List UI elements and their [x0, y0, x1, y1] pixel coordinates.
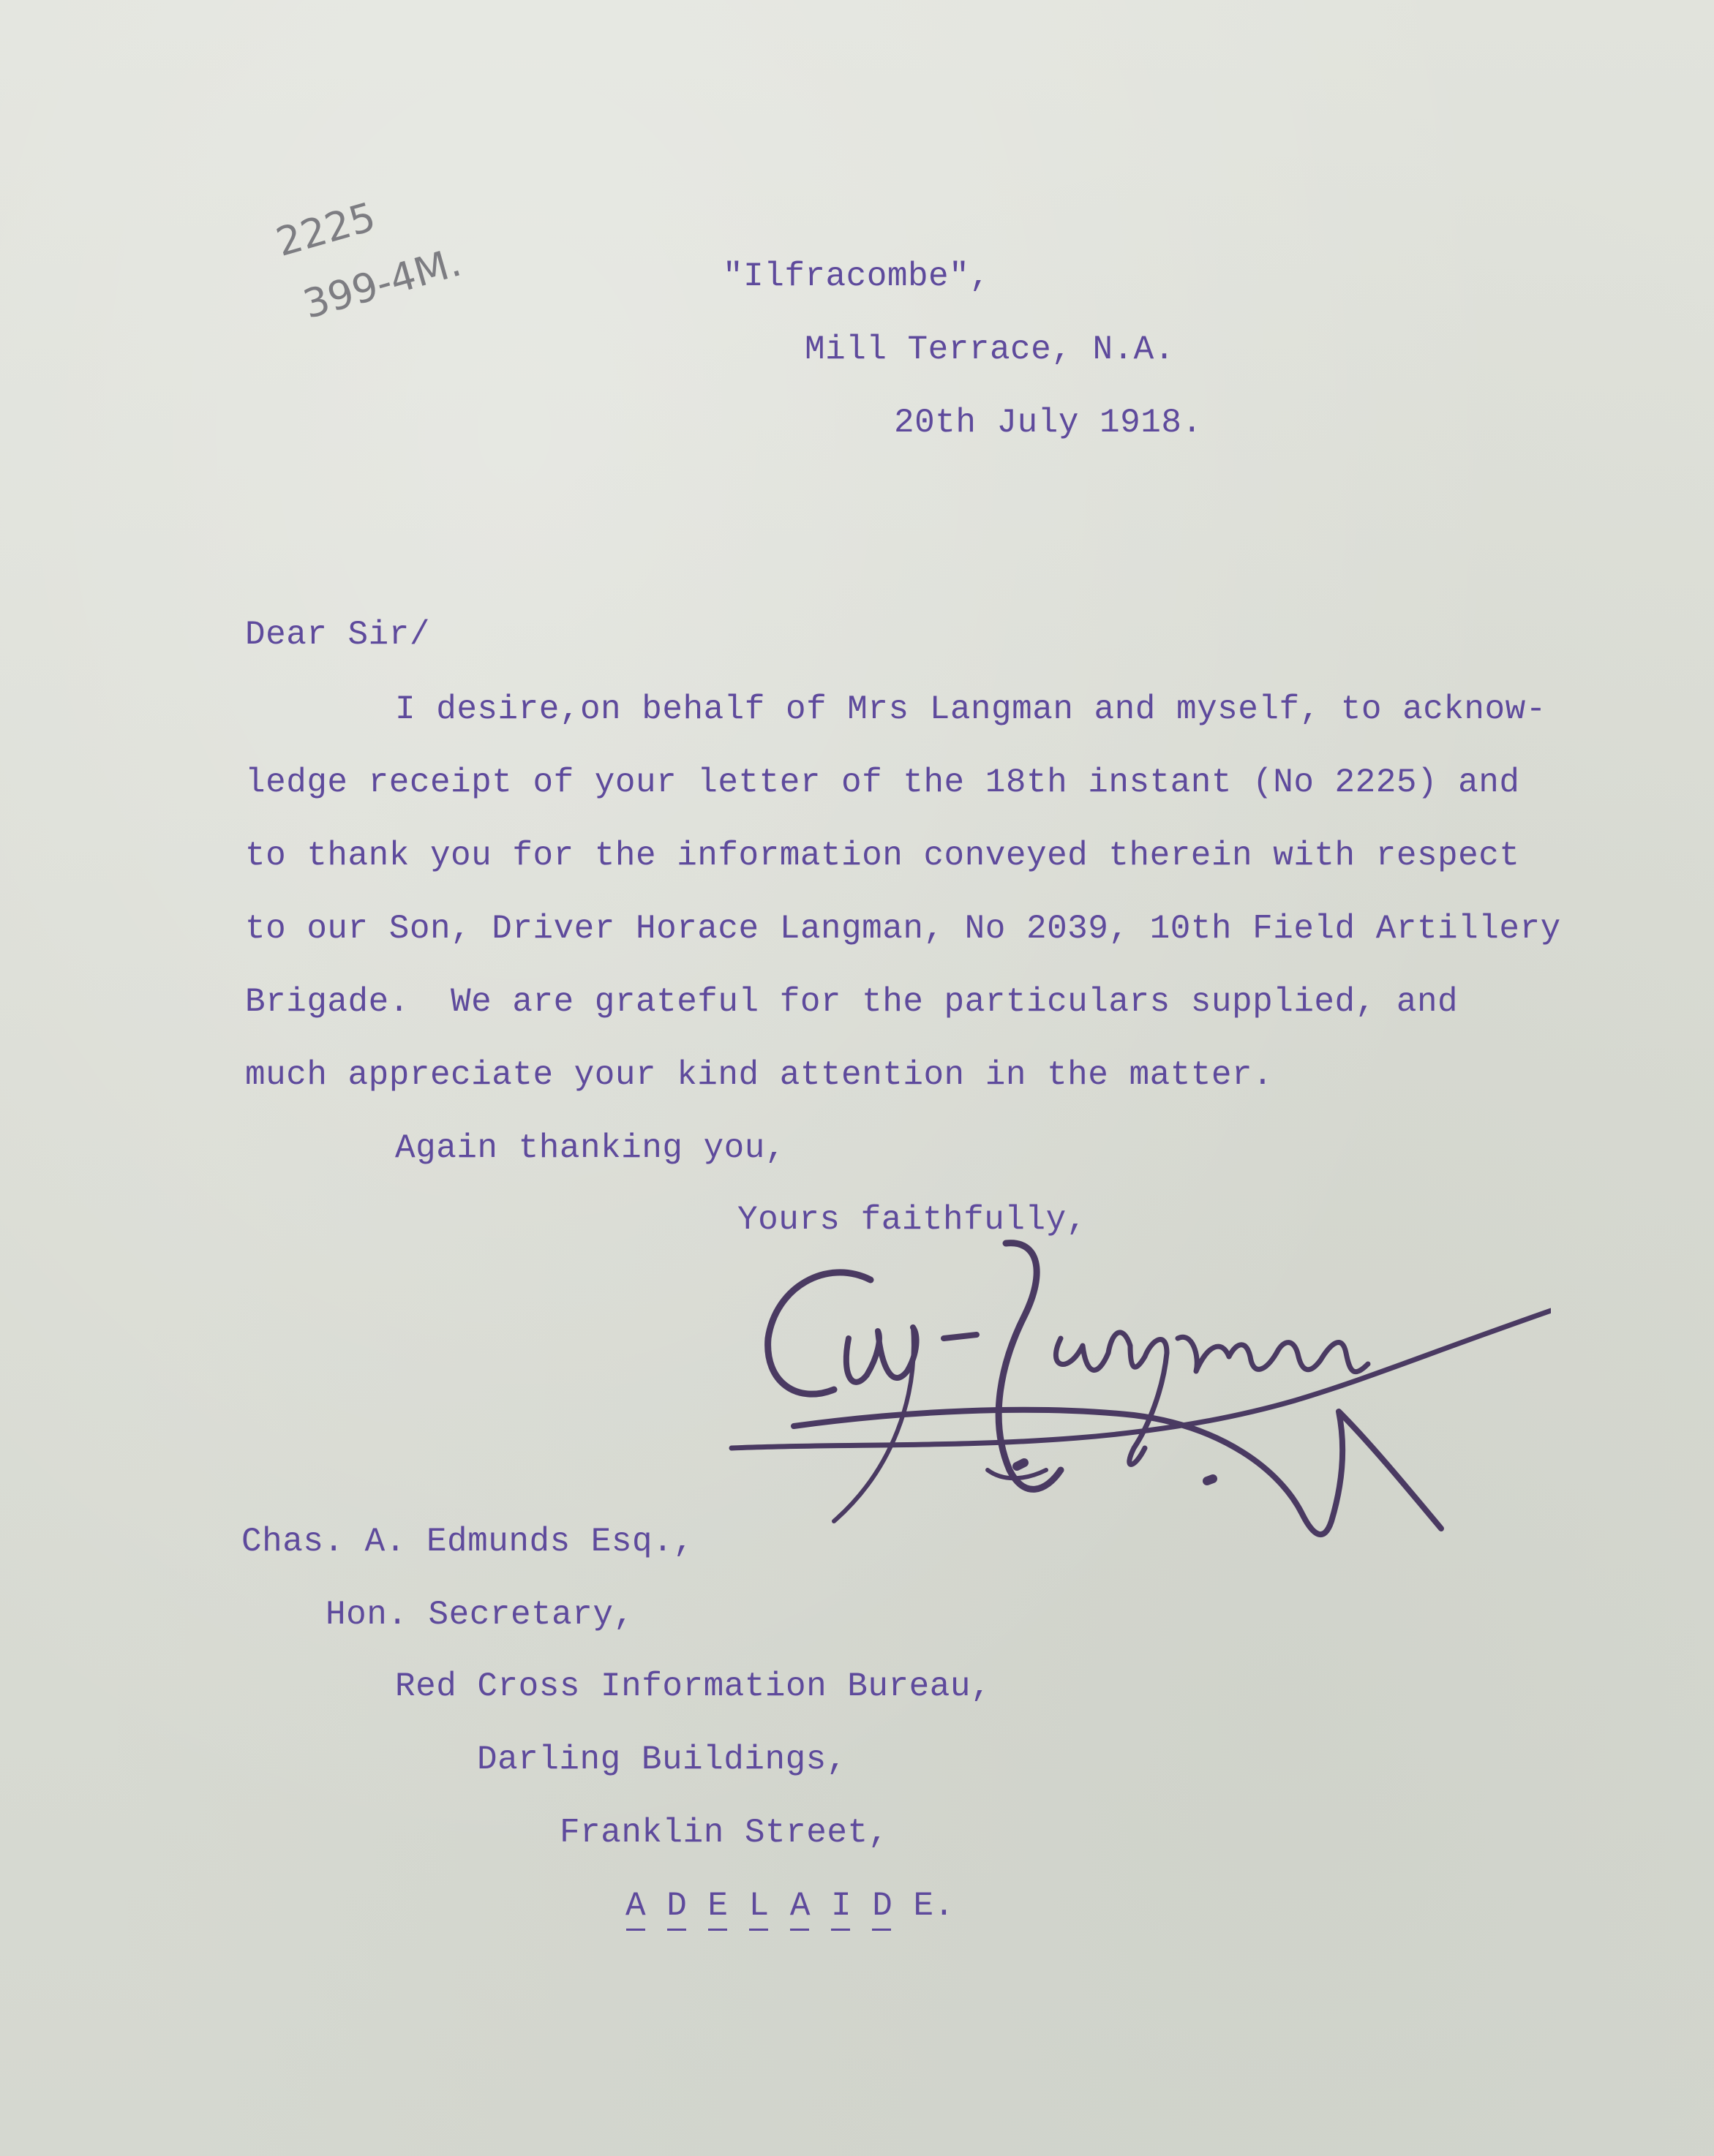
body-line: I desire,on behalf of Mrs Langman and myself, to acknow-: [395, 690, 1546, 728]
city-underline: [749, 1929, 768, 1931]
signature: [724, 1229, 1551, 1565]
body-line: ledge receipt of your letter of the 18th instant (No 2225) and: [245, 764, 1520, 802]
city-underline: [626, 1929, 645, 1931]
recipient-building: Darling Buildings,: [477, 1741, 847, 1779]
body-line: much appreciate your kind attention in the matter.: [245, 1056, 1274, 1094]
salutation: Dear Sir/: [245, 616, 430, 654]
recipient-organisation: Red Cross Information Bureau,: [395, 1667, 992, 1705]
recipient-title: Hon. Secretary,: [326, 1596, 634, 1634]
recipient-street: Franklin Street,: [560, 1814, 889, 1852]
sender-street: Mill Terrace, N.A.: [805, 331, 1175, 369]
margin-note-file-number: 399-4M.: [298, 238, 467, 328]
city-underline: [708, 1929, 727, 1931]
city-underline: [790, 1929, 809, 1931]
city-underline: [872, 1929, 891, 1931]
city-underline: [667, 1929, 686, 1931]
closing-line: Again thanking you,: [395, 1129, 786, 1167]
city-underline: [831, 1929, 850, 1931]
letter-date: 20th July 1918.: [894, 404, 1203, 442]
recipient-city: A D E L A I D E.: [625, 1887, 955, 1925]
valediction: Yours faithfully,: [737, 1201, 1087, 1239]
body-line: to thank you for the information conveyed therein with respect: [245, 837, 1520, 875]
body-line: to our Son, Driver Horace Langman, No 2039, 10th Field Artillery: [245, 910, 1561, 948]
margin-note-reference: 2225: [271, 193, 381, 265]
sender-house-name: "Ilfracombe",: [723, 257, 991, 295]
body-line: Brigade. We are grateful for the particulars supplied, and: [245, 983, 1459, 1021]
recipient-name: Chas. A. Edmunds Esq.,: [241, 1523, 694, 1561]
